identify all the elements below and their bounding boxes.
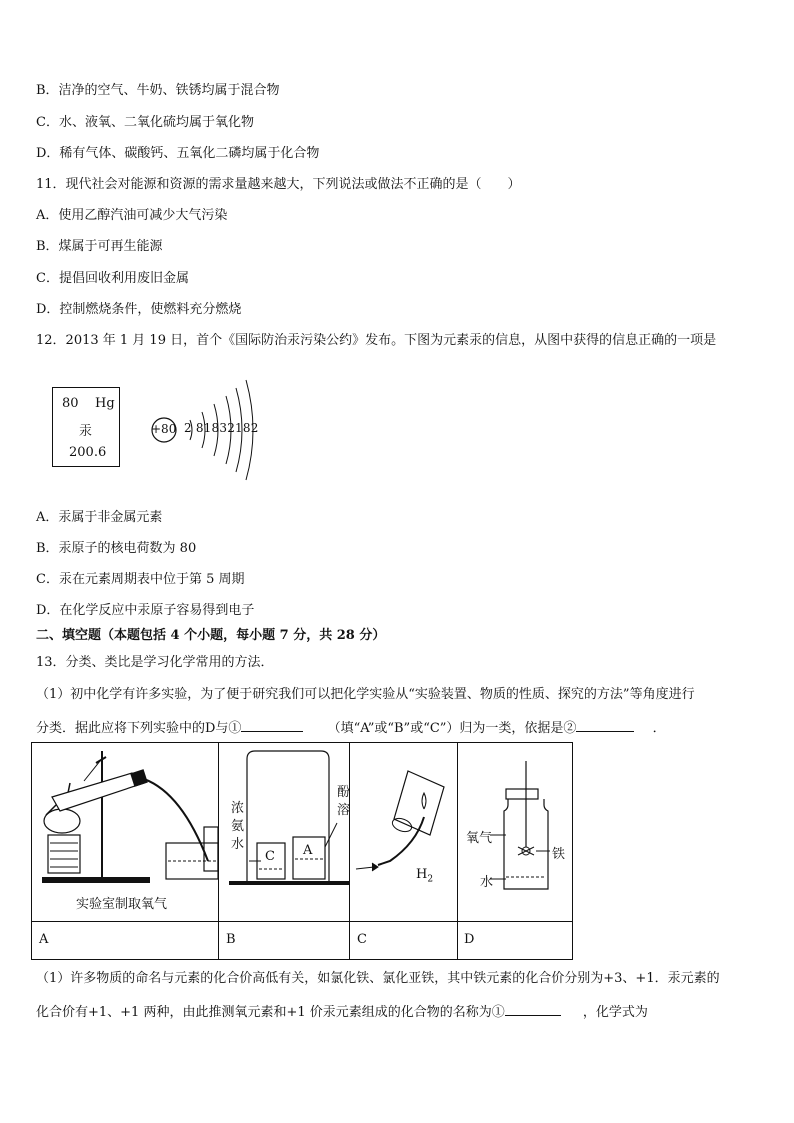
option-11a: A．使用乙醇汽油可减少大气污染 [36,208,228,223]
question-13-part2-line2 [36,1002,648,1022]
experiment-b-image [219,743,349,921]
experiment-a-caption: 实验室制取氧气 [76,897,168,912]
question-11-stem: 11．现代社会对能源和资源的需求量越来越大，下列说法或做法不正确的是（ ） [36,177,521,192]
question-12-stem: 12．2013 年 1 月 19 日，首个《国际防治汞污染公约》发布。下图为元素汞的信息，从图中获得的信息正确的一项是 [36,333,717,348]
question-13-part1-line1: （1）初中化学有许多实验，为了便于研究我们可以把化学实验从“实验装置、物质的性质、探究的方法”等角度进行 [36,687,695,702]
option-12d: D．在化学反应中汞原子容易得到电子 [36,603,255,618]
label-concentrated: 浓 [231,801,245,816]
label-b: B [226,932,236,947]
element-symbol: Hg [95,396,115,411]
experiment-d-image [458,743,574,921]
label-c: C [357,932,367,947]
element-name: 汞 [79,424,93,439]
part1-text-b: （填“A”或“B”或“C”）归为一类，依据是② [327,721,577,736]
answer-blank-3[interactable] [505,1002,561,1016]
label-ammonia: 氨 [231,819,245,834]
experiment-table [31,742,573,960]
option-10c: C．水、液氧、二氧化硫均属于氧化物 [36,115,254,130]
answer-blank-1[interactable] [241,718,303,732]
atomic-number: 80 [62,396,79,411]
option-11c: C．提倡回收利用废旧金属 [36,271,189,286]
gas-symbol: H [416,867,428,882]
beaker-c-label: C [265,849,275,864]
nucleus-charge: +80 [151,422,177,436]
iron-label: 铁 [552,847,566,862]
label-water: 水 [231,837,245,852]
part1-text-a: 分类．据此应将下列实验中的D与① [36,721,242,736]
gas-subscript: 2 [427,874,434,885]
option-11d: D．控制燃烧条件，使燃料充分燃烧 [36,302,242,317]
shell-electrons: 2 81832182 [184,421,259,435]
element-card [52,387,120,467]
label-solution: 溶 [337,803,351,818]
table-divider [32,921,572,922]
part2-text-b: ，化学式为 [582,1005,648,1020]
part2-text-a: 化合价有+1、+1 两种，由此推测氧元素和+1 价汞元素组成的化合物的名称为① [36,1005,505,1020]
option-12b: B．汞原子的核电荷数为 80 [36,541,197,556]
oxygen-label: 氧气 [466,831,493,846]
water-label: 水 [480,875,494,890]
part1-text-c: ． [652,721,666,736]
label-d: D [464,932,475,947]
label-phenol: 酚 [337,785,351,800]
beaker-a-label: A [303,843,313,858]
label-a: A [39,932,49,947]
gas-label [416,867,433,885]
answer-blank-2[interactable] [576,718,634,732]
question-13-part1-line2 [36,718,666,738]
atomic-structure-diagram [148,372,268,482]
question-13-stem: 13．分类、类比是学习化学常用的方法． [36,655,274,670]
experiment-a-image [32,743,218,921]
atomic-mass: 200.6 [69,445,107,460]
option-10b: B．洁净的空气、牛奶、铁锈均属于混合物 [36,83,280,98]
option-11b: B．煤属于可再生能源 [36,239,163,254]
option-10d: D．稀有气体、碳酸钙、五氧化二磷均属于化合物 [36,146,320,161]
option-12c: C．汞在元素周期表中位于第 5 周期 [36,572,245,587]
hydrogen-burning-apparatus-icon [350,743,457,921]
question-13-part2-line1: （1）许多物质的命名与元素的化合价高低有关，如氯化铁、氯化亚铁，其中铁元素的化合价分别为+3、+1．汞元素的 [36,971,720,986]
experiment-c-image [350,743,457,921]
section-title: 二、填空题（本题包括 4 个小题，每小题 7 分，共 28 分） [36,628,386,643]
option-12a: A．汞属于非金属元素 [36,510,163,525]
